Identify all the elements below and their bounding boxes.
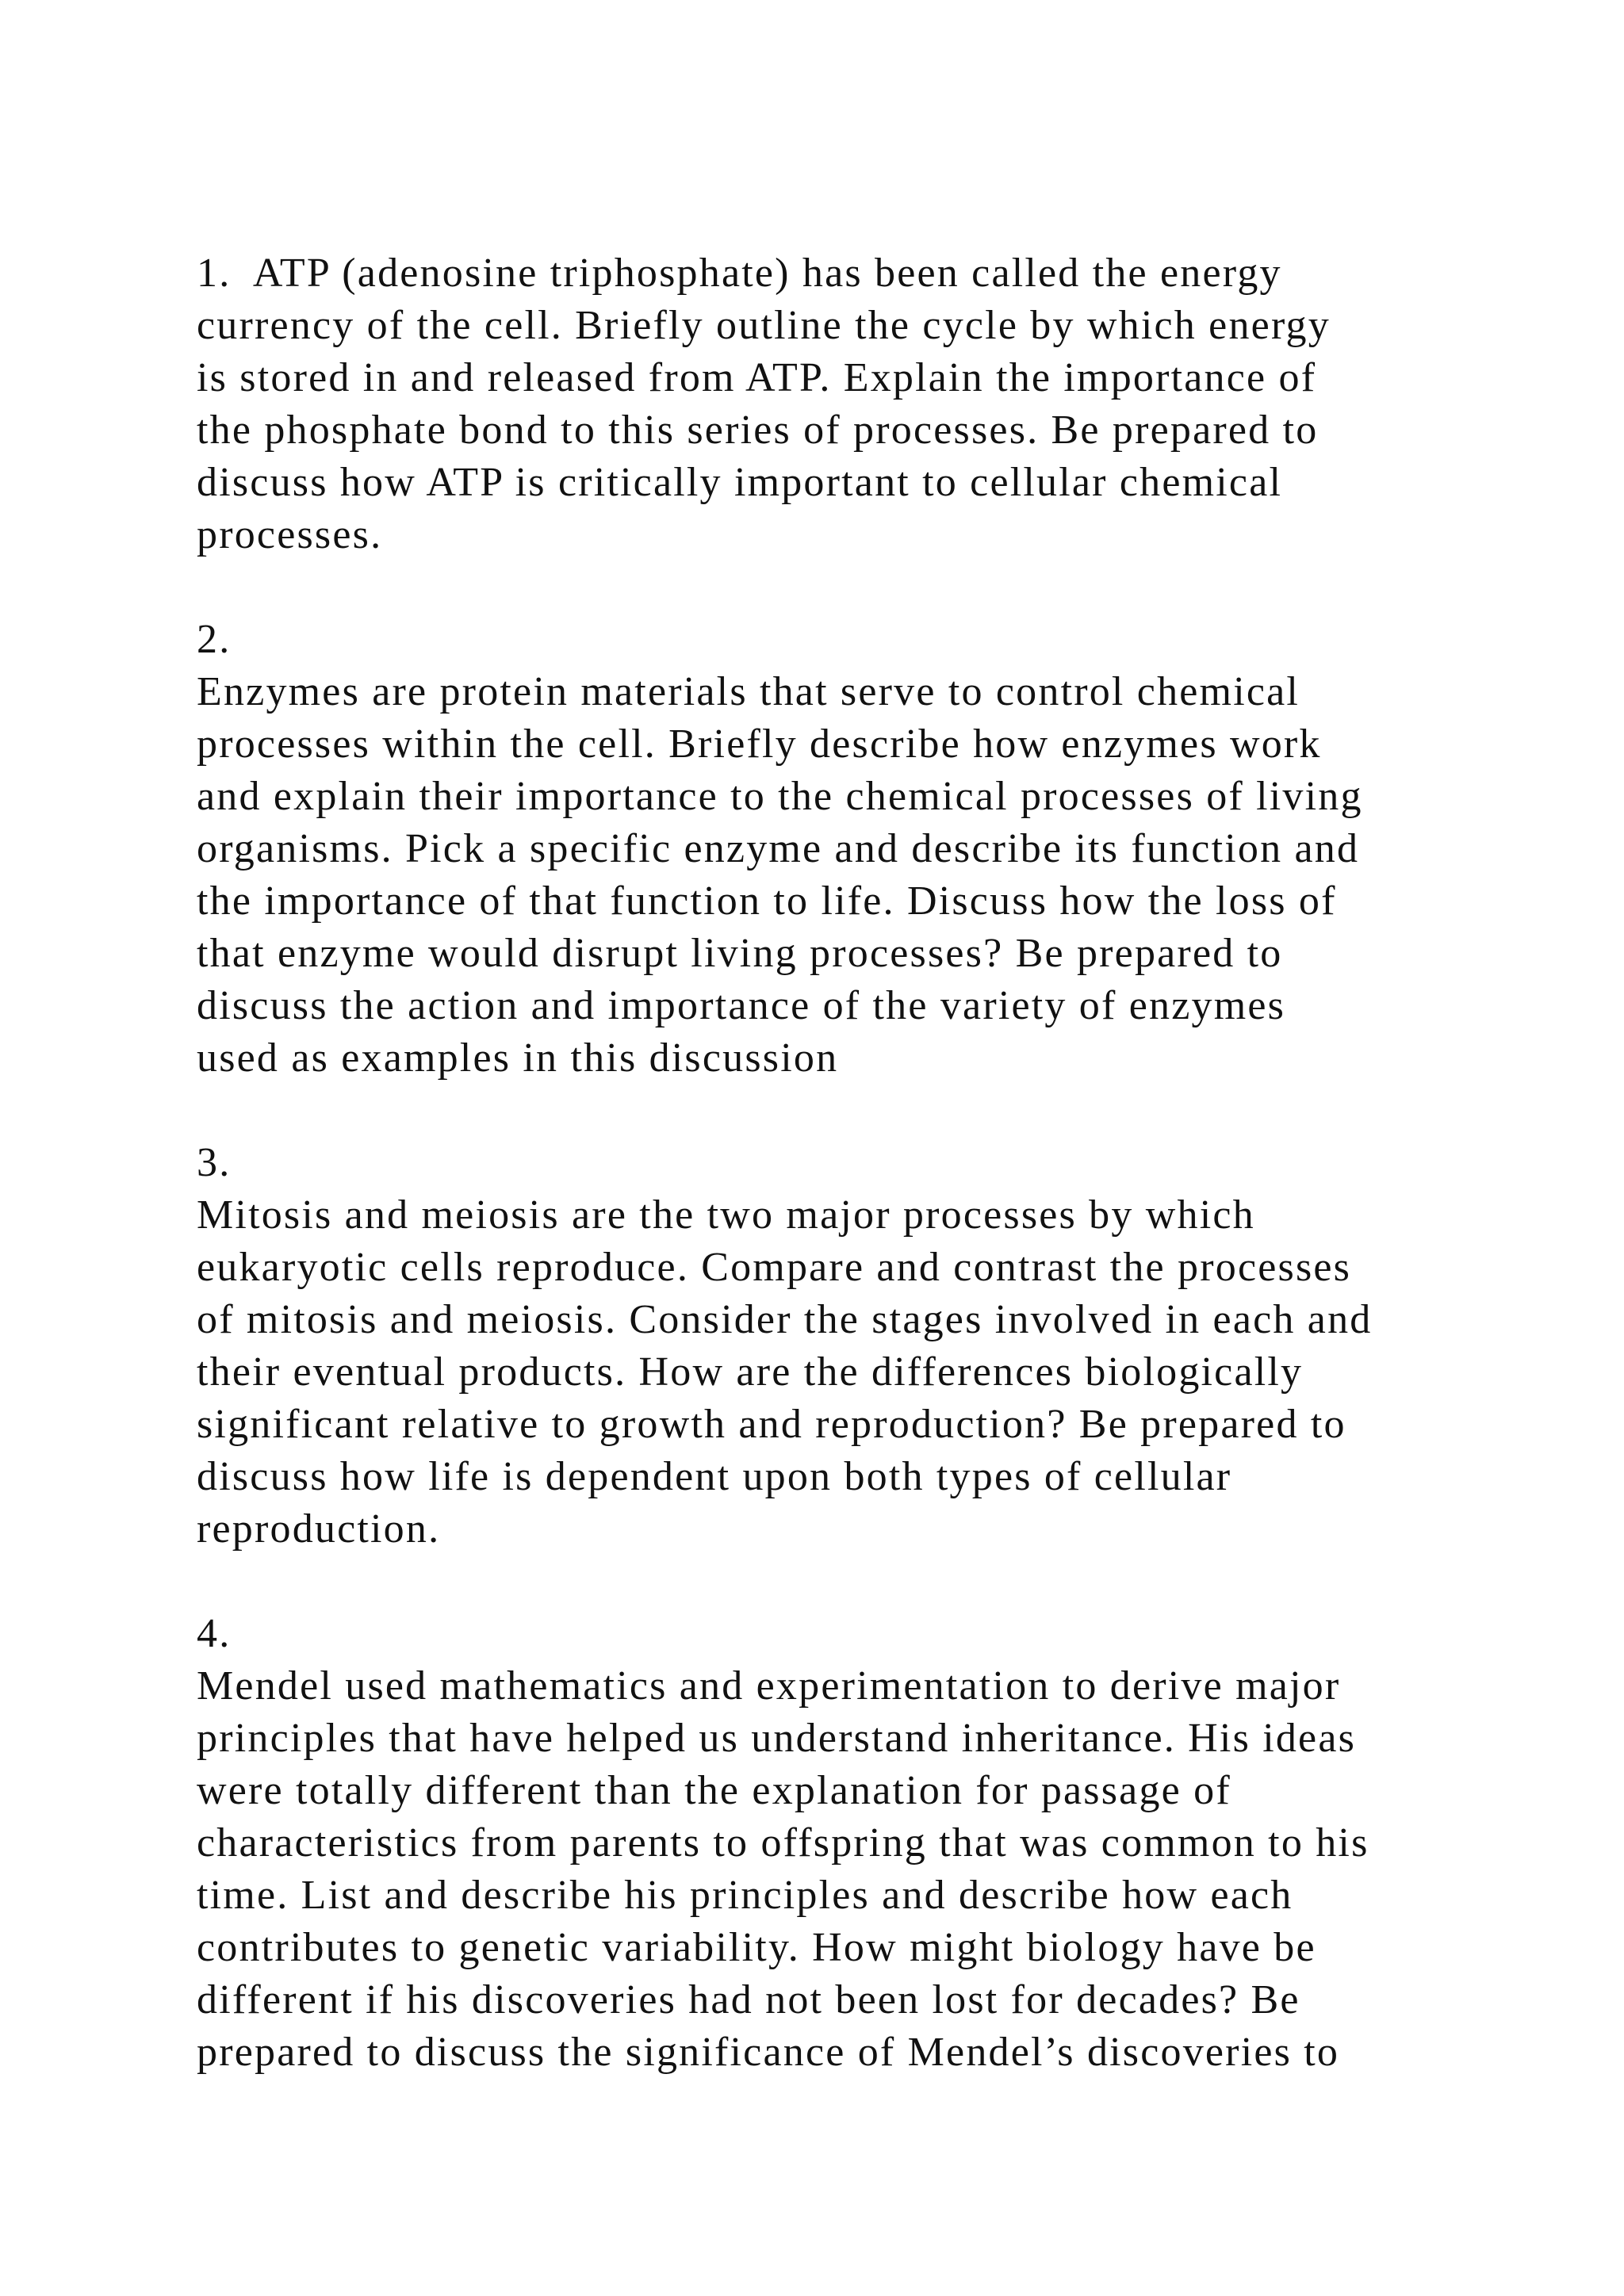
question-4-line: prepared to discuss the significance of Mendel’s discoveries to xyxy=(197,2030,1340,2075)
document-body xyxy=(197,247,1545,2079)
question-4-line: Mendel used mathematics and experimentation to derive major xyxy=(197,1663,1341,1709)
question-2 xyxy=(197,614,1545,1085)
question-3-line: discuss how life is dependent upon both types of cellular xyxy=(197,1454,1232,1499)
question-4-line: were totally different than the explanation for passage of xyxy=(197,1768,1231,1813)
question-1-line: currency of the cell. Briefly outline the cycle by which energy xyxy=(197,303,1331,348)
question-number: 4. xyxy=(197,1611,232,1656)
question-3-line: their eventual products. How are the differences biologically xyxy=(197,1349,1304,1395)
question-1-line: is stored in and released from ATP. Explain the importance of xyxy=(197,355,1317,400)
question-3-line: reproduction. xyxy=(197,1506,441,1552)
question-3-line: Mitosis and meiosis are the two major processes by which xyxy=(197,1192,1255,1238)
question-3-line: of mitosis and meiosis. Consider the stages involved in each and xyxy=(197,1297,1373,1342)
question-2-line: processes within the cell. Briefly describe how enzymes work xyxy=(197,721,1322,767)
question-3-line: eukaryotic cells reproduce. Compare and contrast the processes xyxy=(197,1245,1352,1290)
question-4-line: contributes to genetic variability. How might biology have be xyxy=(197,1925,1316,1970)
question-2-line: the importance of that function to life. Discuss how the loss of xyxy=(197,878,1337,924)
question-4 xyxy=(197,1608,1545,2079)
question-2-line: that enzyme would disrupt living processes? Be prepared to xyxy=(197,931,1283,976)
question-4-line: time. List and describe his principles and describe how each xyxy=(197,1873,1293,1918)
question-1 xyxy=(197,247,1545,561)
question-4-line: characteristics from parents to offspring that was common to his xyxy=(197,1820,1369,1866)
question-1-line: discuss how ATP is critically important to cellular chemical xyxy=(197,460,1283,505)
question-4-line: different if his discoveries had not been lost for decades? Be xyxy=(197,1977,1300,2022)
question-2-line: Enzymes are protein materials that serve to control chemical xyxy=(197,669,1300,714)
paragraph-gap xyxy=(197,561,1545,614)
question-3-line: significant relative to growth and reproduction? Be prepared to xyxy=(197,1402,1346,1447)
question-number: 3. xyxy=(197,1140,232,1185)
question-2-line: used as examples in this discussion xyxy=(197,1035,839,1081)
question-1-line: the phosphate bond to this series of processes. Be prepared to xyxy=(197,408,1319,453)
paragraph-gap xyxy=(197,1085,1545,1137)
question-3 xyxy=(197,1137,1545,1556)
paragraph-gap xyxy=(197,1556,1545,1608)
question-1-line: processes. xyxy=(197,512,383,557)
question-2-line: organisms. Pick a specific enzyme and describe its function and xyxy=(197,826,1360,871)
question-2-line: and explain their importance to the chemical processes of living xyxy=(197,774,1363,819)
question-1-line: 1. ATP (adenosine triphosphate) has been called the energy xyxy=(197,251,1282,296)
question-2-line: discuss the action and importance of the variety of enzymes xyxy=(197,983,1286,1028)
question-number: 2. xyxy=(197,617,232,662)
question-4-line: principles that have helped us understand inheritance. His ideas xyxy=(197,1716,1357,1761)
